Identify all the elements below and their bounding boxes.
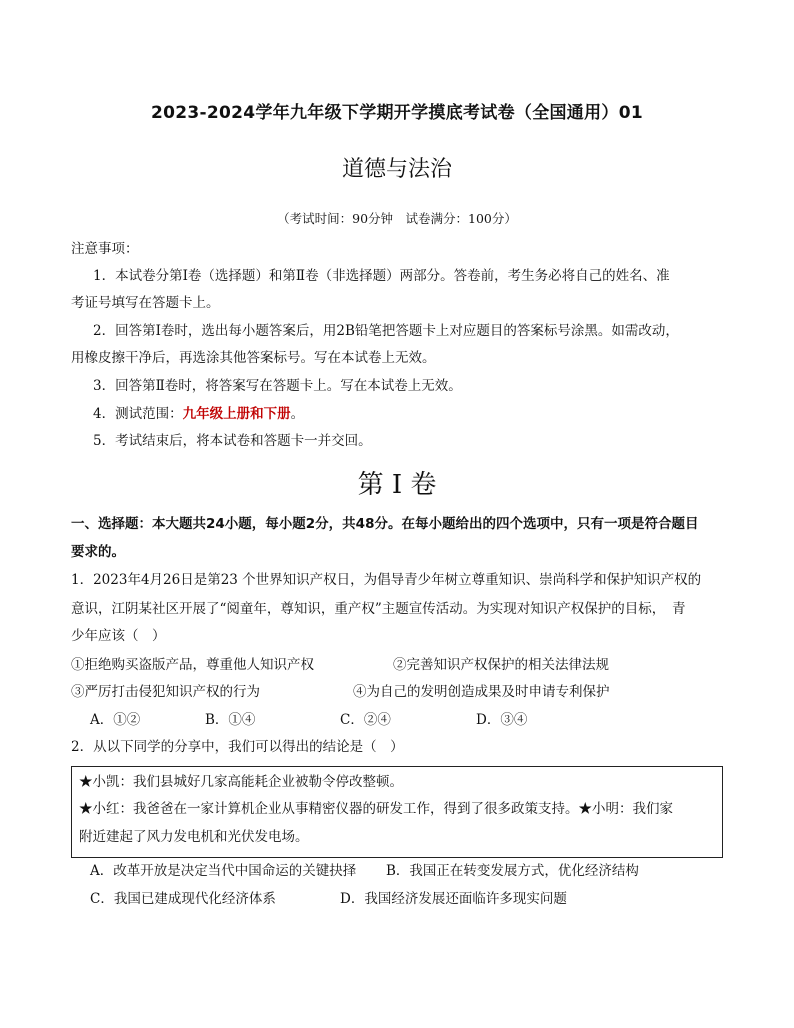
q1-stem-line-1: 1．2023年4月26日是第23 个世界知识产权日，为倡导青少年树立尊重知识、崇尚科学和保护知识产权的	[71, 572, 702, 588]
note-item-3: 3．回答第Ⅱ卷时，将答案写在答题卡上。写在本试卷上无效。	[93, 378, 462, 394]
q1-choice-d[interactable]: D．③④	[476, 712, 528, 728]
section-instructions-line-2: 要求的。	[71, 544, 125, 560]
note-item-1-line-1: 1．本试卷分第Ⅰ卷（选择题）和第Ⅱ卷（非选择题）两部分。答卷前，考生务必将自己的姓名、准	[93, 268, 670, 284]
test-scope: 九年级上册和下册	[182, 406, 291, 422]
q2-choice-d[interactable]: D．我国经济发展还面临许多现实问题	[340, 891, 567, 907]
note-item-2-line-1: 2．回答第Ⅰ卷时，选出每小题答案后，用2B铅笔把答题卡上对应题目的答案标号涂黑。如需改动，	[93, 323, 679, 339]
note-item-5: 5．考试结束后，将本试卷和答题卡一并交回。	[93, 433, 372, 449]
q2-choice-a[interactable]: A．改革开放是决定当代中国命运的关键抉择	[90, 863, 357, 879]
q2-material-line-1: ★小凯：我们县城好几家高能耗企业被勒令停改整顿。	[79, 774, 403, 790]
q2-choice-b[interactable]: B．我国正在转变发展方式，优化经济结构	[386, 863, 639, 879]
note-item-2-line-2: 用橡皮擦干净后，再选涂其他答案标号。写在本试卷上无效。	[71, 350, 436, 366]
notes-heading: 注意事项：	[71, 241, 139, 257]
q1-statement-1: ①拒绝购买盗版产品，尊重他人知识产权	[71, 657, 314, 673]
note-item-4-suffix: 。	[290, 406, 305, 422]
exam-time-info: （考试时间：90分钟 试卷满分：100分）	[277, 211, 517, 226]
note-item-1-line-2: 考证号填写在答题卡上。	[71, 295, 220, 311]
q1-choice-b[interactable]: B．①④	[205, 712, 256, 728]
q1-statement-2: ②完善知识产权保护的相关法律法规	[393, 657, 609, 673]
q1-stem-line-2: 意识，江阴某社区开展了“阅童年，尊知识，重产权”主题宣传活动。为实现对知识产权保护的目标， 青	[71, 601, 686, 617]
q2-stem: 2．从以下同学的分享中，我们可以得出的结论是（ ）	[71, 739, 404, 755]
q2-choice-c[interactable]: C．我国已建成现代化经济体系	[90, 891, 276, 907]
section-title: 第 I 卷	[357, 470, 437, 500]
q2-material-line-2: ★小红：我爸爸在一家计算机企业从事精密仪器的研发工作，得到了很多政策支持。★小明：我们家	[79, 801, 673, 817]
page-title: 2023-2024学年九年级下学期开学摸底考试卷（全国通用）01	[151, 103, 643, 123]
q2-material-line-3: 附近建起了风力发电机和光伏发电场。	[79, 829, 309, 845]
note-item-4-prefix: 4．测试范围：	[93, 406, 183, 422]
note-item-4	[93, 405, 304, 423]
q1-statement-4: ④为自己的发明创造成果及时申请专利保护	[353, 684, 610, 700]
section-instructions-line-1: 一、选择题：本大题共24小题，每小题2分，共48分。在每小题给出的四个选项中，只有一项是符合题目	[71, 516, 699, 532]
q1-stem-line-3: 少年应该（ ）	[71, 628, 166, 644]
q1-choice-a[interactable]: A．①②	[90, 712, 141, 728]
q1-choice-c[interactable]: C．②④	[340, 712, 391, 728]
subject-title: 道德与法治	[341, 157, 452, 182]
q1-statement-3: ③严厉打击侵犯知识产权的行为	[71, 684, 260, 700]
